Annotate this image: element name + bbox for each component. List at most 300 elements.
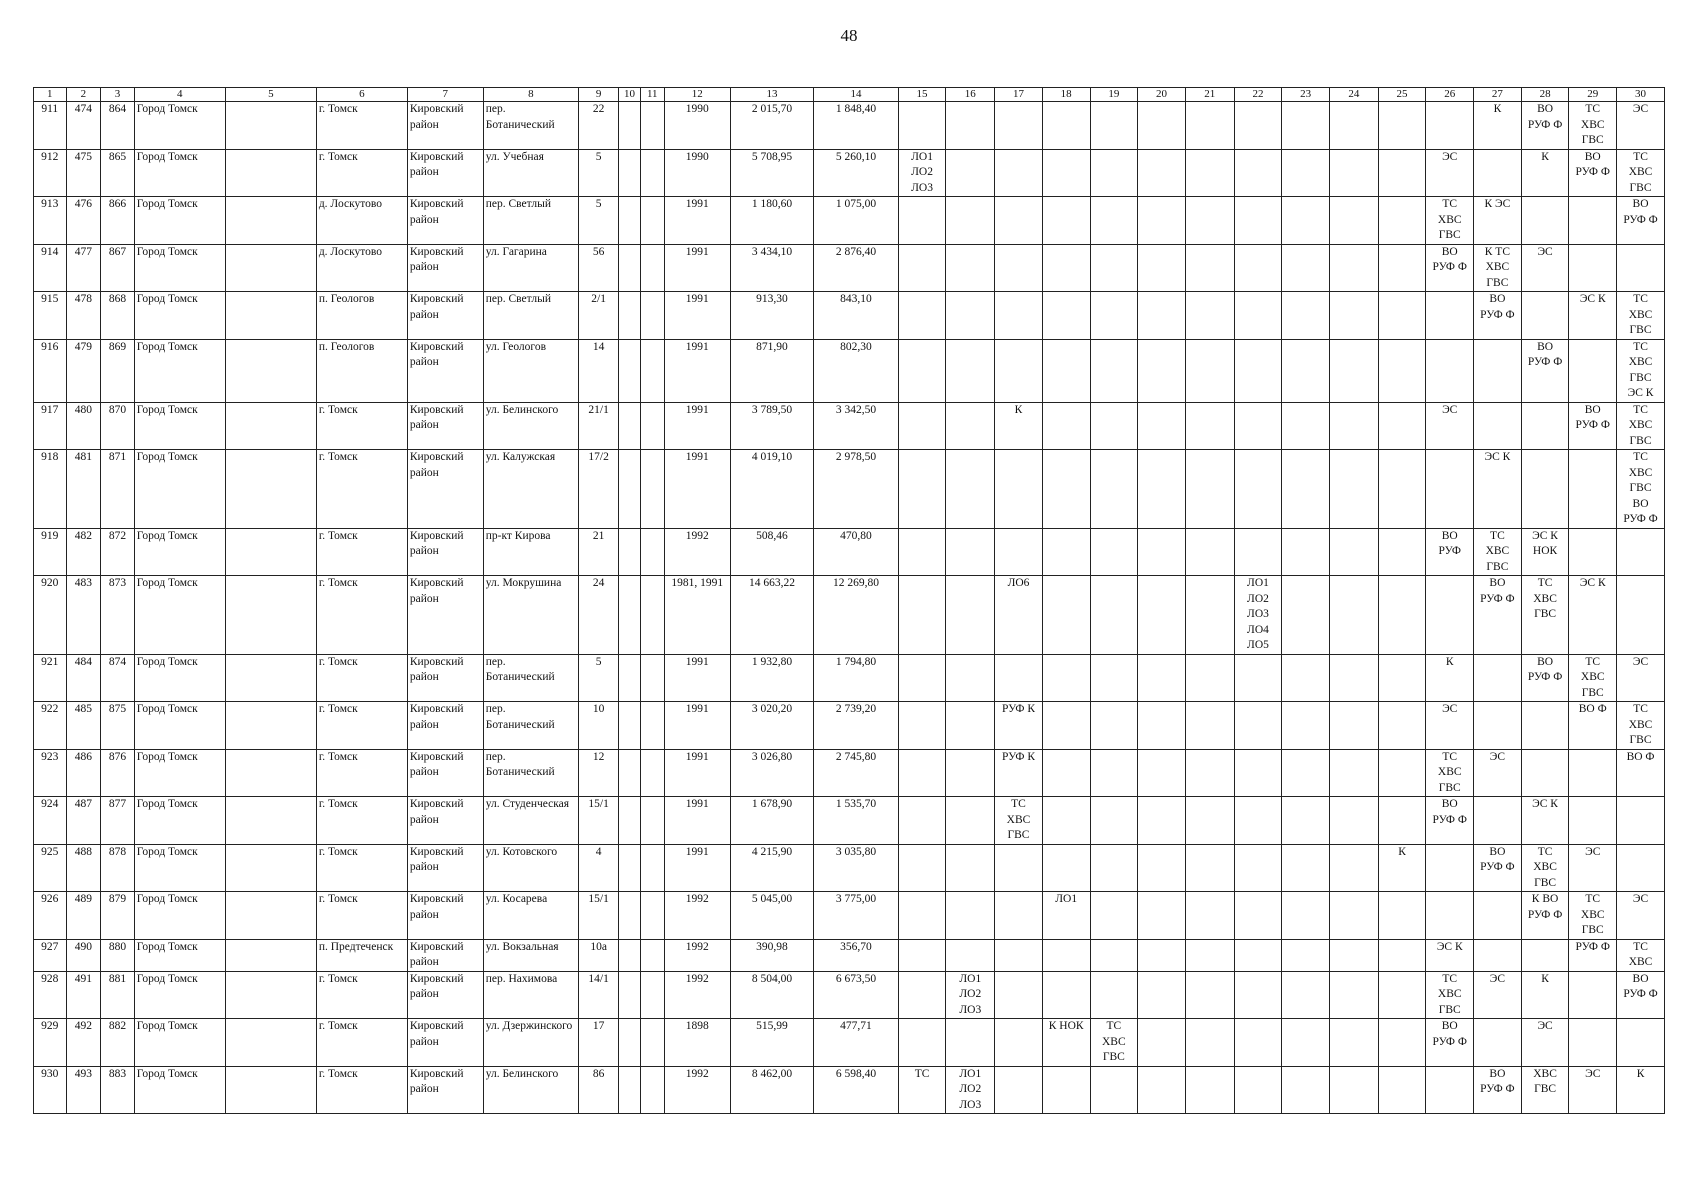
table-cell: пер. Ботанический [483, 102, 578, 150]
table-row [34, 702, 1665, 750]
table-cell: 3 775,00 [814, 892, 899, 940]
table-cell: ТС ХВС [1617, 939, 1665, 971]
table-cell: пер. Светлый [483, 292, 578, 340]
table-cell: ул. Косарева [483, 892, 578, 940]
column-header: 28 [1521, 88, 1569, 102]
table-cell: 483 [66, 576, 101, 655]
table-cell: Кировский район [407, 292, 483, 340]
table-cell: 870 [101, 402, 135, 450]
table-cell: К [1617, 1066, 1665, 1114]
table-cell: 470,80 [814, 528, 899, 576]
table-cell: 930 [34, 1066, 67, 1114]
table-cell [1378, 402, 1426, 450]
table-cell [1378, 576, 1426, 655]
table-cell: 913 [34, 197, 67, 245]
table-cell [1185, 576, 1234, 655]
column-header: 25 [1378, 88, 1426, 102]
table-cell: Кировский район [407, 576, 483, 655]
table-cell: 865 [101, 149, 135, 197]
table-cell: 493 [66, 1066, 101, 1114]
table-cell: ЛО1 [1042, 892, 1090, 940]
table-cell: Кировский район [407, 197, 483, 245]
table-cell: 476 [66, 197, 101, 245]
table-row [34, 450, 1665, 529]
table-cell: ЭС [1426, 402, 1474, 450]
table-cell [1378, 528, 1426, 576]
column-header: 16 [946, 88, 995, 102]
table-cell [1569, 339, 1617, 402]
table-cell [1138, 971, 1186, 1019]
table-cell: 922 [34, 702, 67, 750]
table-cell [1138, 292, 1186, 340]
table-row [34, 149, 1665, 197]
table-cell [1185, 892, 1234, 940]
table-cell [1042, 797, 1090, 845]
table-cell: 925 [34, 844, 67, 892]
table-cell [1329, 149, 1378, 197]
table-cell [1185, 1019, 1234, 1067]
table-cell: Кировский район [407, 939, 483, 971]
table-cell [619, 892, 641, 940]
table-cell [1090, 654, 1138, 702]
table-cell [995, 939, 1043, 971]
table-cell [946, 749, 995, 797]
table-cell: 489 [66, 892, 101, 940]
table-cell: ВО РУФ Ф [1426, 797, 1474, 845]
column-header: 22 [1234, 88, 1282, 102]
table-cell [1090, 292, 1138, 340]
table-cell [1378, 1019, 1426, 1067]
table-cell [640, 971, 664, 1019]
table-cell [898, 749, 946, 797]
table-cell [1282, 576, 1330, 655]
table-cell [1185, 797, 1234, 845]
table-cell: Кировский район [407, 654, 483, 702]
table-cell: ВО РУФ Ф [1521, 339, 1569, 402]
table-cell: ВО РУФ Ф [1426, 244, 1474, 292]
table-cell [995, 1066, 1043, 1114]
table-cell: 879 [101, 892, 135, 940]
table-cell [1042, 971, 1090, 1019]
table-cell [1378, 339, 1426, 402]
table-cell [1282, 749, 1330, 797]
table-cell [225, 797, 316, 845]
column-header: 2 [66, 88, 101, 102]
table-cell [1234, 844, 1282, 892]
table-row [34, 654, 1665, 702]
table-cell: ТС ХВС ГВС [1617, 292, 1665, 340]
table-cell: 914 [34, 244, 67, 292]
column-header: 9 [579, 88, 619, 102]
table-cell: 869 [101, 339, 135, 402]
table-cell [995, 197, 1043, 245]
table-cell [1138, 844, 1186, 892]
table-cell [1329, 197, 1378, 245]
table-cell [225, 528, 316, 576]
table-cell: ТС ХВС ГВС ЭС К [1617, 339, 1665, 402]
table-cell [1042, 244, 1090, 292]
table-cell [1090, 576, 1138, 655]
table-cell: ВО РУФ Ф [1617, 197, 1665, 245]
table-cell: г. Томск [316, 1066, 407, 1114]
table-cell [946, 1019, 995, 1067]
table-cell: Город Томск [134, 102, 225, 150]
table-cell [225, 749, 316, 797]
table-cell: Город Томск [134, 654, 225, 702]
table-cell [225, 1019, 316, 1067]
table-cell [1090, 402, 1138, 450]
table-cell [1329, 1066, 1378, 1114]
table-cell [1185, 197, 1234, 245]
table-cell: ЭС [1521, 1019, 1569, 1067]
table-cell: ВО РУФ Ф [1474, 844, 1522, 892]
table-cell [1234, 197, 1282, 245]
table-cell [1474, 702, 1522, 750]
table-cell [1426, 292, 1474, 340]
table-cell [946, 702, 995, 750]
table-cell [1042, 102, 1090, 150]
table-cell [1185, 1066, 1234, 1114]
table-cell: 881 [101, 971, 135, 1019]
table-cell: 2 015,70 [730, 102, 813, 150]
table-cell: Город Томск [134, 1019, 225, 1067]
table-cell [995, 339, 1043, 402]
table-cell: 10 [579, 702, 619, 750]
table-cell [1378, 702, 1426, 750]
table-row [34, 244, 1665, 292]
table-cell [1138, 749, 1186, 797]
table-cell: 2 739,20 [814, 702, 899, 750]
table-cell [619, 339, 641, 402]
table-cell [1138, 576, 1186, 655]
table-cell [1138, 1019, 1186, 1067]
table-cell: ЭС [1474, 749, 1522, 797]
table-cell [898, 244, 946, 292]
table-cell: 5 045,00 [730, 892, 813, 940]
table-cell [1378, 1066, 1426, 1114]
table-cell: 6 673,50 [814, 971, 899, 1019]
table-cell [225, 292, 316, 340]
table-cell: РУФ К [995, 749, 1043, 797]
table-cell: 866 [101, 197, 135, 245]
table-cell: 6 598,40 [814, 1066, 899, 1114]
table-cell: 872 [101, 528, 135, 576]
table-cell: К [1474, 102, 1522, 150]
table-cell [995, 292, 1043, 340]
table-cell: 1 075,00 [814, 197, 899, 245]
table-cell [1282, 844, 1330, 892]
table-cell [1378, 149, 1426, 197]
table-cell [1090, 971, 1138, 1019]
table-cell [1185, 450, 1234, 529]
table-cell: К [1521, 149, 1569, 197]
column-header: 19 [1090, 88, 1138, 102]
table-cell [946, 244, 995, 292]
table-cell: 1992 [664, 892, 730, 940]
table-cell: 883 [101, 1066, 135, 1114]
table-cell [225, 971, 316, 1019]
table-cell [1234, 1066, 1282, 1114]
table-cell [1521, 702, 1569, 750]
table-cell [1521, 939, 1569, 971]
table-cell: 843,10 [814, 292, 899, 340]
table-cell: ТС ХВС ГВС [1569, 892, 1617, 940]
column-header: 13 [730, 88, 813, 102]
table-cell [1617, 1019, 1665, 1067]
table-cell: 1 678,90 [730, 797, 813, 845]
table-cell: ул. Вокзальная [483, 939, 578, 971]
table-cell [946, 797, 995, 845]
table-cell: 929 [34, 1019, 67, 1067]
table-cell [1378, 939, 1426, 971]
table-cell: 21 [579, 528, 619, 576]
column-header: 24 [1329, 88, 1378, 102]
table-cell [1282, 892, 1330, 940]
table-cell: РУФ Ф [1569, 939, 1617, 971]
table-cell: пер. Ботанический [483, 749, 578, 797]
table-cell [1138, 339, 1186, 402]
table-cell [619, 844, 641, 892]
table-cell: 485 [66, 702, 101, 750]
table-cell: Город Томск [134, 339, 225, 402]
table-cell: ТС ХВС ГВС [1569, 654, 1617, 702]
table-cell [1185, 749, 1234, 797]
table-cell: 913,30 [730, 292, 813, 340]
table-cell: ВО РУФ Ф [1569, 402, 1617, 450]
table-cell [1521, 749, 1569, 797]
table-cell: 1990 [664, 102, 730, 150]
table-cell [1090, 149, 1138, 197]
column-header: 6 [316, 88, 407, 102]
table-cell [1378, 797, 1426, 845]
column-header: 14 [814, 88, 899, 102]
table-cell: 477,71 [814, 1019, 899, 1067]
table-cell: ЭС К [1569, 576, 1617, 655]
table-cell: К [995, 402, 1043, 450]
table-cell [640, 749, 664, 797]
column-header: 15 [898, 88, 946, 102]
table-cell: 874 [101, 654, 135, 702]
table-cell: ВО Ф [1569, 702, 1617, 750]
table-cell: К [1521, 971, 1569, 1019]
table-cell: Кировский район [407, 149, 483, 197]
table-cell [1185, 339, 1234, 402]
table-cell [640, 528, 664, 576]
table-cell: Кировский район [407, 702, 483, 750]
table-cell [619, 149, 641, 197]
table-cell: г. Томск [316, 402, 407, 450]
table-cell: 14/1 [579, 971, 619, 1019]
table-cell [1329, 292, 1378, 340]
table-cell [1138, 528, 1186, 576]
table-cell: Город Томск [134, 892, 225, 940]
table-cell [1042, 339, 1090, 402]
table-cell: 1992 [664, 528, 730, 576]
table-cell [619, 797, 641, 845]
table-cell [640, 102, 664, 150]
table-cell: 1 180,60 [730, 197, 813, 245]
table-row [34, 749, 1665, 797]
table-cell: 22 [579, 102, 619, 150]
table-cell: 482 [66, 528, 101, 576]
table-cell [1042, 1066, 1090, 1114]
table-cell [619, 749, 641, 797]
column-header: 21 [1185, 88, 1234, 102]
table-cell [946, 654, 995, 702]
table-cell [946, 844, 995, 892]
table-cell [898, 939, 946, 971]
table-cell [1185, 402, 1234, 450]
table-cell: ул. Мокрушина [483, 576, 578, 655]
table-cell: 8 504,00 [730, 971, 813, 1019]
table-cell [1090, 197, 1138, 245]
column-header: 11 [640, 88, 664, 102]
table-cell [946, 339, 995, 402]
table-cell: п. Геологов [316, 339, 407, 402]
column-header: 4 [134, 88, 225, 102]
table-cell [1282, 939, 1330, 971]
table-cell [1569, 197, 1617, 245]
table-row [34, 197, 1665, 245]
table-row [34, 971, 1665, 1019]
table-cell [995, 244, 1043, 292]
table-cell [898, 844, 946, 892]
table-cell [1474, 149, 1522, 197]
table-cell [1569, 450, 1617, 529]
table-cell [1282, 528, 1330, 576]
table-cell [1617, 797, 1665, 845]
table-cell [1090, 528, 1138, 576]
table-cell: ул. Гагарина [483, 244, 578, 292]
table-cell [1138, 244, 1186, 292]
table-cell: 1991 [664, 844, 730, 892]
table-cell [1234, 702, 1282, 750]
table-cell: г. Томск [316, 528, 407, 576]
table-cell: 356,70 [814, 939, 899, 971]
table-cell [1234, 892, 1282, 940]
table-cell: 1991 [664, 197, 730, 245]
table-cell [1090, 244, 1138, 292]
table-cell [1234, 292, 1282, 340]
table-cell: 12 [579, 749, 619, 797]
table-cell [619, 402, 641, 450]
table-cell [619, 971, 641, 1019]
table-cell: ЭС [1617, 654, 1665, 702]
table-cell [1378, 102, 1426, 150]
table-cell: Кировский район [407, 797, 483, 845]
table-cell [1474, 339, 1522, 402]
table-cell: пер. Ботанический [483, 702, 578, 750]
table-cell: 15/1 [579, 892, 619, 940]
table-cell [1426, 339, 1474, 402]
table-cell: 2 876,40 [814, 244, 899, 292]
table-cell: 873 [101, 576, 135, 655]
table-cell: 917 [34, 402, 67, 450]
column-number-row [34, 88, 1665, 102]
table-cell [1474, 939, 1522, 971]
table-cell [946, 450, 995, 529]
table-cell: 478 [66, 292, 101, 340]
table-cell: 875 [101, 702, 135, 750]
table-cell [1569, 1019, 1617, 1067]
table-cell: 5 [579, 197, 619, 245]
table-body [34, 102, 1665, 1114]
column-header: 26 [1426, 88, 1474, 102]
table-cell [1090, 749, 1138, 797]
table-cell [640, 702, 664, 750]
table-cell: ВО РУФ [1426, 528, 1474, 576]
table-cell: 56 [579, 244, 619, 292]
table-cell: 918 [34, 450, 67, 529]
table-cell: пер. Светлый [483, 197, 578, 245]
table-cell [1185, 244, 1234, 292]
table-cell: Кировский район [407, 1019, 483, 1067]
table-cell: К НОК [1042, 1019, 1090, 1067]
table-cell [1138, 1066, 1186, 1114]
table-cell [898, 576, 946, 655]
table-cell: Город Томск [134, 149, 225, 197]
table-cell [1378, 892, 1426, 940]
table-cell: ЭС К НОК [1521, 528, 1569, 576]
table-cell [1329, 749, 1378, 797]
table-cell [225, 402, 316, 450]
table-cell [619, 450, 641, 529]
table-cell [640, 402, 664, 450]
table-cell: ТС ХВС ГВС [1426, 749, 1474, 797]
table-cell: 1 848,40 [814, 102, 899, 150]
column-header: 10 [619, 88, 641, 102]
table-cell: 864 [101, 102, 135, 150]
table-cell [898, 450, 946, 529]
table-cell: Кировский район [407, 892, 483, 940]
table-cell [1138, 939, 1186, 971]
column-header: 5 [225, 88, 316, 102]
table-cell [640, 1019, 664, 1067]
table-cell [1329, 402, 1378, 450]
table-cell [946, 292, 995, 340]
table-cell [1234, 528, 1282, 576]
table-cell: п. Геологов [316, 292, 407, 340]
table-cell: пер. Ботанический [483, 654, 578, 702]
table-cell: Город Томск [134, 749, 225, 797]
table-cell [995, 654, 1043, 702]
table-cell [1426, 892, 1474, 940]
table-cell: 1 794,80 [814, 654, 899, 702]
table-cell [1329, 102, 1378, 150]
table-cell: пр-кт Кирова [483, 528, 578, 576]
table-row [34, 939, 1665, 971]
table-cell: д. Лоскутово [316, 197, 407, 245]
table-cell: 5 708,95 [730, 149, 813, 197]
table-cell: г. Томск [316, 450, 407, 529]
table-cell [1138, 797, 1186, 845]
table-cell: Город Томск [134, 402, 225, 450]
table-cell [1329, 844, 1378, 892]
table-cell [995, 149, 1043, 197]
table-cell: 10а [579, 939, 619, 971]
table-cell [898, 402, 946, 450]
column-header: 1 [34, 88, 67, 102]
table-cell [1138, 450, 1186, 529]
table-cell [1138, 892, 1186, 940]
table-cell: ЭС [1569, 1066, 1617, 1114]
table-cell: Город Томск [134, 971, 225, 1019]
table-cell: 2 978,50 [814, 450, 899, 529]
table-row [34, 892, 1665, 940]
table-cell [640, 292, 664, 340]
table-cell: г. Томск [316, 102, 407, 150]
table-cell: 3 789,50 [730, 402, 813, 450]
